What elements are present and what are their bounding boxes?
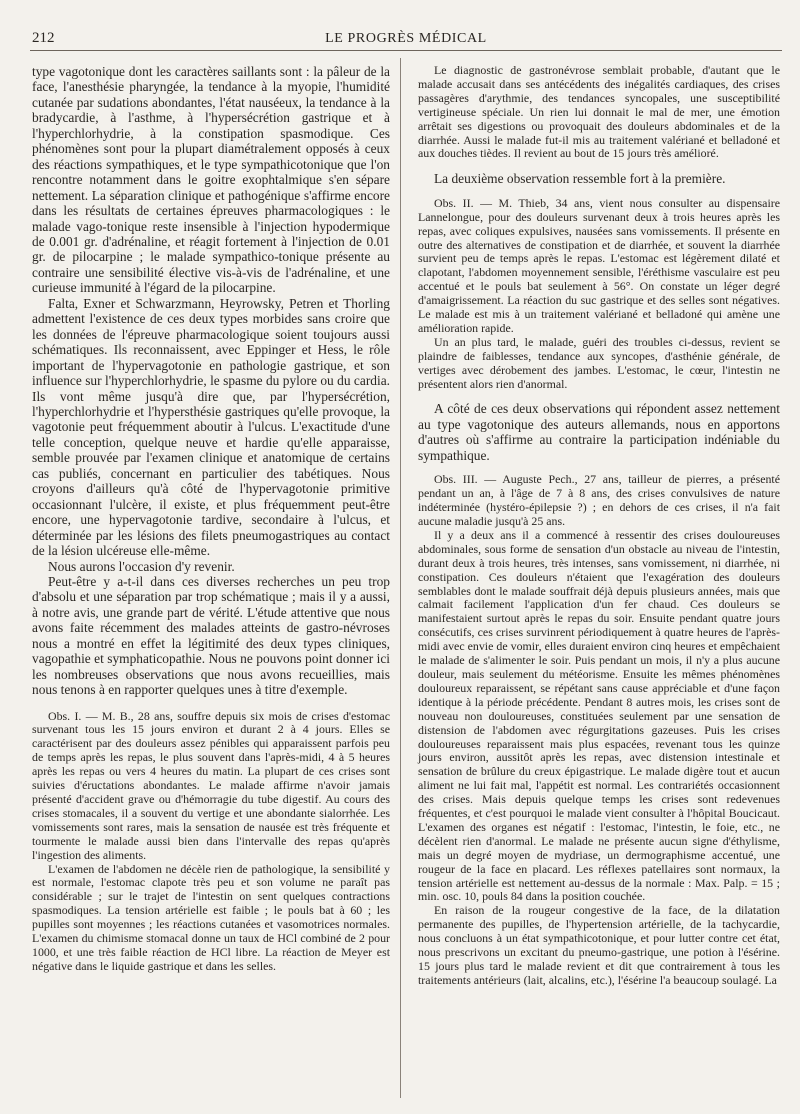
paragraph-vagotonic-type: type vagotonique dont les caractères saillants sont : la pâleur de la face, l'anesthésie pharyngée, la tendance à la myopie, l'humidité cutanée par sudations abondantes, l'état nauséeux, la tendance à la bradycardie, à l'asthme, à l'hypersécrétion gastrique et à l'hyperchlorhydrie, à la constipation spasmodique. Ces phénomènes sont pour la plupart diamétralement opposés à ceux des réactions sympathiques, et le type sympathicotonique que l'on rencontre notamment dans le goitre exophtalmique s'en sépare nettement. La séparation clinique et pathogénique s'affirme encore dans les résultats de certaines épreuves pharmacologiques : le malade vago-tonique reste insensible à l'injection hypodermique de 0.001 gr. d'adrénaline, et réagit fortement à l'injection de 0.01 gr. de pilocarpine ; le malade sympathico-tonique présente au contraire une sensibilité élective vis-à-vis de l'adrénaline, et une curieuse immunité à l'égard de la pilocarpine. [32,64,390,296]
left-column [32,64,390,974]
paragraph-falta: Falta, Exner et Schwarzmann, Heyrowsky, Petren et Thorling admettent l'existence de ces deux types morbides sans croire que les données de l'épreuve pharmacologique soient toujours aussi schématiques. Ils reconnaissent, avec Eppinger et Hess, le rôle important de l'hypervagotonie en pathologie gastrique, et son influence sur l'hyperchlorhydrie, le spasme du pylore ou du cardia. Ils vont même jusqu'à dire que, par l'hypersécrétion, l'hyperchlorhydrie et l'hypersthésie gastriques qu'elle provoque, la vagotonie peut fréquemment aboutir à l'ulcus. L'exactitude d'une telle conception, quelque neuve et hardie qu'elle apparaisse, semble prouvée par l'examen clinique et anatomique de certains cas publiés, concernant en particulier des tabétiques. Nous croyons d'ailleurs qu'à côté de l'hypervagotonie primitive occasionnant l'ulcère, il existe, et plus fréquemment peut-être encore, une hypervagotonie tardive, secondaire à l'ulcus, et déterminée par les lésions des filets pneumogastriques au contact de la lésion ulcéreuse elle-même. [32,295,390,559]
paragraph-revenir: Nous aurons l'occasion d'y revenir. [48,558,235,574]
observation-1: Obs. I. — M. B., 28 ans, souffre depuis six mois de crises d'estomac survenant tous les 15 jours environ et durant 2 à 4 jours. Elles se caractérisent par des douleurs assez pénibles qui apparaissent parfois peu de temps après les repas, le plus souvent dans l'après-midi, 4 à 5 heures après les repas ou vers 4 heures du matin. La plupart de ces crises sont suivies d'éructations abondantes. Le malade affirme n'avoir jamais présenté d'accident grave ou d'hémorragie du tube digestif. Au cours des crises stomacales, il a souvent du vertige et une abondante sialorrhée. Les vomissements sont rares, mais la sensation de nausée est très fréquente et tourmente le malade aussi bien dans l'intervalle des repas qu'après l'ingestion des aliments. [32,708,390,862]
observation-3-conclusion: En raison de la rougeur congestive de la face, de la dilatation permanente des pupilles, de l'hypertension artérielle, de la tachycardie, nous concluons à un état sympathicotonique, et pour lutter contre cet état, nous prescrivons un excitant du pneumo-gastrique, une potion à l'ésérine. 15 jours plus tard le malade revient et dit que contrairement à tous les traitements antérieurs (lait, alcalins, etc.), l'ésérine l'a beaucoup soulagé. La [418,903,780,987]
observation-2-followup: Un an plus tard, le malade, guéri des troubles ci-dessus, revient se plaindre de faiblesses, tendance aux syncopes, d'asthénie générale, de vertiges avec dérobement des jambes. L'estomac, le cœur, l'intestin ne présentent alors rien d'anormal. [418,334,780,391]
paragraph-sympathetic: A côté de ces deux observations qui répondent assez nettement au type vagotonique des auteurs allemands, nous en apportons d'autres où s'affirme au contraire la participation indéniable du sympathique. [418,401,780,463]
paragraph-second-observation: La deuxième observation ressemble fort à la première. [434,171,726,187]
observation-1-diagnosis: Le diagnostic de gastronévrose semblait probable, d'autant que le malade accusait dans ses antécédents des inégalités cardiaques, des crises passagères d'arythmie, des tendances syncopales, une susceptibilité vertigineuse spéciale. Un rien lui donnait le mal de mer, une émotion arrêtait ses digestions ou provoquait des douleurs abdominales et de la diarrhée. Aussi le malade fut-il mis au traitement valériané et belladoné et aux douches tièdes. Il revient au bout de 15 jours très amélioré. [418,63,780,161]
column-divider [400,58,401,1098]
observation-3-history: Il y a deux ans il a commencé à ressentir des crises douloureuses abdominales, sous forme de sensation d'un obstacle au niveau de l'intestin, durant deux à trois heures, très intenses, sans vomissement, ni diarrhée, ni constipation. Ces douleurs n'étaient que l'exagération des douleurs semblables dont le malade souffrait déjà depuis plusieurs années, mais que calmait facilement l'application d'un fer chaud. Ces douleurs se manifestaient surtout après le repas du soir. Ensuite pendant quatre jours consécutifs, ces crises survinrent périodiquement à quatre heures de l'après-midi avec envie de vomir, elles duraient environ cinq heures et empêchaient le malade de s'alimenter le soir. Puis pendant un mois, il n'y a plus aucune douleur, mais seulement du météorisme. Ensuite les mêmes phénomènes douloureux reparaissent, se répétant sans cause appréciable et d'une façon identique à la période précédente. Pendant 8 autres mois, les crises sont de nouveau non douloureuses, constituées seulement par une sensation de distension de l'abdomen avec régurgitations gazeuses. Puis les crises douloureuses reparaissent mais plus espacées, revenant tous les quinze jours environ, aussitôt après les repas, avec distension intestinale et sensation de brûlure du creux épigastrique. Le malade digère tout et aucun aliment ne lui fait mal, l'appétit est normal. Les contrariétés occasionnent des crises. Mais depuis quelque temps les crises sont redevenues fréquentes, et c'est pourquoi le malade vient consulter à l'hôpital Boucicaut. L'examen des organes est négatif : l'estomac, l'intestin, le foie, etc., ne décèlent rien d'anormal. Le malade ne présente aucun signe d'éthylisme, mais un degré moyen de mydriase, un dermographisme accentué, une rougeur de la face en placard. Les réflexes patellaires sont normaux, la tension artérielle est nettement au-dessus de la normale : Max. Palp. = 15 ; min. osc. 10, pouls 84 dans la position couchée. [418,527,780,904]
observation-3: Obs. III. — Auguste Pech., 27 ans, tailleur de pierres, a présenté pendant un an, à l'âge de 7 à 8 ans, des crises convulsives de nature indéterminée (hystéro-épilepsie ?) ; en dehors de ces crises, il n'a fait aucune maladie jusqu'à 25 ans. [418,472,780,529]
running-title: LE PROGRÈS MÉDICAL [325,31,487,46]
right-column [418,64,780,988]
page-number: 212 [32,30,55,46]
page-header [30,28,782,51]
paragraph-peut-etre: Peut-être y a-t-il dans ces diverses recherches un peu trop d'absolu et une séparation par trop schématique ; mais il y a aussi, à notre avis, une grande part de vérité. L'étude attentive que nous avons faite récemment des malades atteints de gastro-névroses nous a montré en effet la légitimité des deux types cliniques, vagopathie et symphaticopathie. Nous ne pouvons point donner ici les nombreuses observations que nous avons recueillies, mais nous tenons à en rapporter quelques unes à titre d'exemple. [32,573,390,698]
observation-2: Obs. II. — M. Thieb, 34 ans, vient nous consulter au dispensaire Lannelongue, pour des douleurs survenant deux à trois heures après les repas, avec coliques expulsives, nausées sans vomissements. Il présente en outre des alternatives de constipation et de diarrhée, et souvent la diarrhée survient peu de temps après le repas. L'estomac est légèrement dilaté et clapotant, l'abdomen moyennement sensible, l'éréthisme vasculaire est peu accentué et le pouls bat seulement à 56°. On constate un léger degré d'amaigrissement. La réaction du suc gastrique et des selles sont négatives. Le malade est mis à un traitement valériané et belladoné qui amène une amélioration rapide. [418,195,780,335]
observation-1-exam: L'examen de l'abdomen ne décèle rien de pathologique, la sensibilité y est normale, l'estomac clapote très peu et son volume ne paraît pas considérable ; sur le trajet de l'intestin on sent quelques contractions spasmodiques. La tension artérielle est faible ; le pouls bat à 60 ; les pupilles sont moyennes ; les réactions cutanées et vasomotrices normales. L'examen du chimisme stomacal donne un taux de HCl combiné de 2 pour 1000, et une très faible réaction de HCl libre. La réaction de Meyer est négative dans le liquide gastrique et dans les selles. [32,861,390,973]
